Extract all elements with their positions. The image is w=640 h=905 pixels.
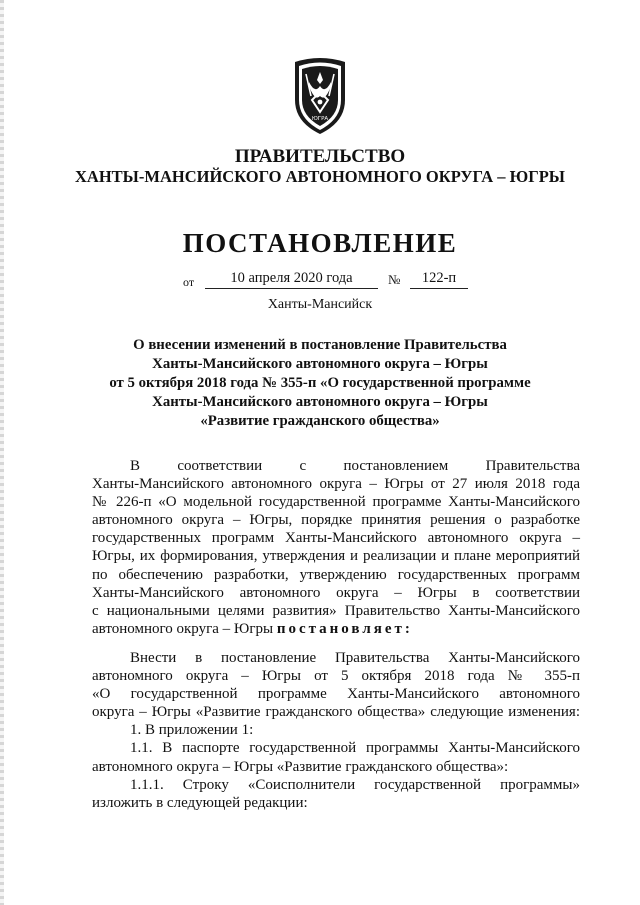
subject-line: «Развитие гражданского общества» [200, 413, 440, 429]
text-line: автономного округа – Югры «Развитие гражданского общества»: [92, 758, 509, 775]
text-line: по обеспечению разработки, утверждению государственных программ [92, 566, 580, 583]
text-line: 1.1.1. Строку «Соисполнители государственной программы» [130, 776, 580, 793]
text-line: В соответствии с постановлением Правительства [130, 458, 580, 474]
text-line: округа – Югры «Развитие гражданского общества» следующие изменения: [92, 704, 580, 721]
amendments-paragraph [92, 649, 580, 812]
text-line: 1.1. В паспорте государственной программы Ханты-Мансийского [130, 740, 580, 757]
subject-line: Ханты-Мансийского автономного округа – Югры [152, 356, 488, 372]
scan-edge [0, 0, 4, 905]
text-line: «О государственной программе Ханты-Мансийского автономного [92, 686, 580, 703]
subject-line: от 5 октября 2018 года № 355-п «О государственной программе [109, 375, 531, 391]
resolves-word: постановляет [276, 620, 405, 637]
text-line: автономного округа – Югры, порядке принятия решения о разработке [92, 512, 580, 529]
government-subtitle: ХАНТЫ-МАНСИЙСКОГО АВТОНОМНОГО ОКРУГА – ЮГРЫ [75, 167, 565, 186]
document-type: ПОСТАНОВЛЕНИЕ [182, 228, 458, 258]
resolves-colon: : [404, 620, 413, 637]
text-line: Югры, их формирования, утверждения и реализации и плане мероприятий [92, 548, 580, 565]
from-label: от [183, 275, 195, 289]
city: Ханты-Мансийск [267, 297, 373, 312]
text-line: с национальными целями развития» Правительство Ханты-Мансийского [92, 602, 580, 619]
preamble-paragraph [92, 457, 580, 638]
emblem-text: ЮГРА [311, 116, 329, 122]
document-subject [80, 336, 560, 431]
coat-of-arms-emblem [287, 56, 353, 136]
text-line-start: автономного округа – Югры [92, 620, 274, 637]
document-number: 122-п [410, 270, 468, 289]
text-line: Внести в постановление Правительства Ханты-Мансийского [130, 650, 580, 666]
text-line: государственных программ Ханты-Мансийского автономного округа – [92, 530, 580, 547]
text-line: изложить в следующей редакции: [92, 794, 308, 811]
text-line: Ханты-Мансийского автономного округа – Югры в соответствии [92, 584, 580, 601]
government-title: ПРАВИТЕЛЬСТВО [234, 146, 406, 167]
text-line: автономного округа – Югры от 5 октября 2018 года № 355-п [92, 668, 580, 685]
text-line: Ханты-Мансийского автономного округа – Югры от 27 июля 2018 года [92, 476, 580, 493]
text-line: 1. В приложении 1: [130, 722, 254, 739]
document-date: 10 апреля 2020 года [205, 270, 378, 289]
text-line: № 226-п «О модельной государственной программе Ханты-Мансийского [92, 494, 580, 511]
subject-line: Ханты-Мансийского автономного округа – Югры [152, 394, 488, 410]
number-label: № [388, 272, 401, 287]
text-line [92, 620, 580, 638]
subject-line: О внесении изменений в постановление Правительства [133, 337, 507, 353]
